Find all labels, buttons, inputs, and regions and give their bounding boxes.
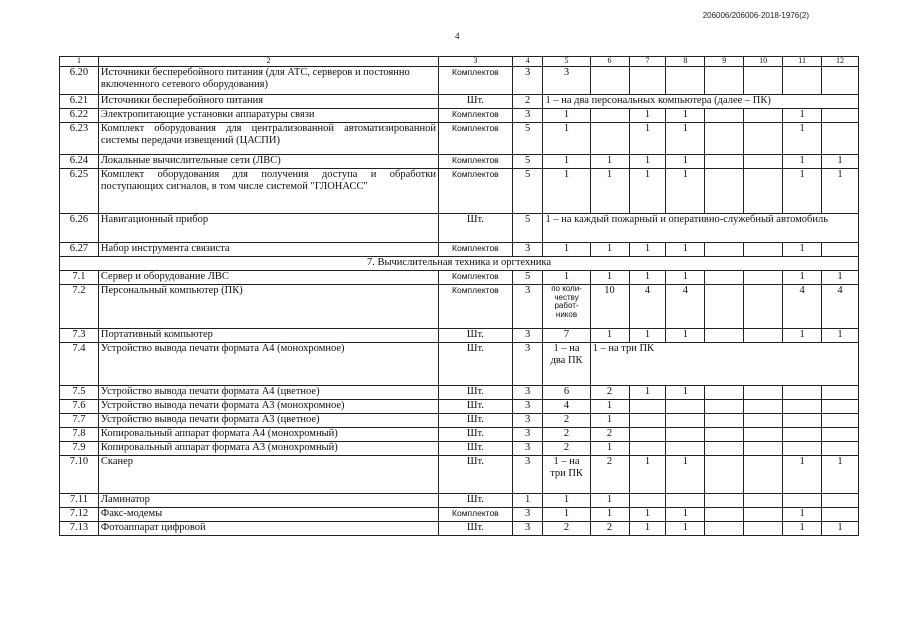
cell-empty [666, 400, 705, 414]
cell-empty [744, 155, 783, 169]
row-number: 7.10 [60, 456, 99, 494]
cell-empty [783, 494, 822, 508]
cell-c5: 1 [543, 155, 590, 169]
table-row [60, 456, 859, 494]
item-name: Копировальный аппарат формата А3 (монохромный) [98, 442, 438, 456]
cell-empty [666, 67, 705, 95]
cell-empty [822, 386, 859, 400]
cell-empty [783, 428, 822, 442]
cell-c4: 3 [512, 442, 543, 456]
table-row [60, 329, 859, 343]
cell-empty [783, 414, 822, 428]
cell-c4: 3 [512, 67, 543, 95]
row-number: 7.1 [60, 271, 99, 285]
cell-empty [822, 428, 859, 442]
row-number: 6.21 [60, 95, 99, 109]
cell-c6: 1 [590, 494, 629, 508]
cell-c6: 1 [590, 155, 629, 169]
row-number: 7.9 [60, 442, 99, 456]
table-row [60, 400, 859, 414]
cell-c7: 1 [629, 329, 666, 343]
cell-c12: 1 [822, 271, 859, 285]
cell-c6: 1 [590, 414, 629, 428]
cell-empty [822, 67, 859, 95]
item-unit: Шт. [439, 329, 513, 343]
table-row [60, 95, 859, 109]
cell-empty [783, 67, 822, 95]
cell-c8: 1 [666, 508, 705, 522]
table-row [60, 123, 859, 155]
cell-empty [666, 494, 705, 508]
cell-empty [744, 169, 783, 214]
table-row [60, 169, 859, 214]
cell-empty [744, 414, 783, 428]
column-header: 12 [822, 57, 859, 67]
cell-empty [705, 329, 744, 343]
cell-c11: 1 [783, 271, 822, 285]
cell-empty [705, 155, 744, 169]
cell-empty [705, 386, 744, 400]
item-unit: Шт. [439, 442, 513, 456]
cell-c4: 5 [512, 214, 543, 243]
item-unit: Шт. [439, 386, 513, 400]
row-number: 6.25 [60, 169, 99, 214]
cell-c8: 1 [666, 155, 705, 169]
cell-empty [705, 123, 744, 155]
cell-c4: 3 [512, 456, 543, 494]
cell-empty [744, 329, 783, 343]
cell-c4: 3 [512, 285, 543, 329]
table-row [60, 67, 859, 95]
item-unit: Комплектов [439, 109, 513, 123]
item-name: Копировальный аппарат формата А4 (монохромный) [98, 428, 438, 442]
table-row [60, 508, 859, 522]
table-row [60, 214, 859, 243]
cell-c6: 1 [590, 243, 629, 257]
cell-empty [822, 508, 859, 522]
cell-c11: 1 [783, 155, 822, 169]
cell-empty [822, 243, 859, 257]
item-name: Сервер и оборудование ЛВС [98, 271, 438, 285]
cell-empty [822, 414, 859, 428]
item-unit: Комплектов [439, 169, 513, 214]
cell-empty [744, 271, 783, 285]
cell-c4: 3 [512, 400, 543, 414]
item-name: Комплект оборудования для централизованной автоматизированной системы передачи извещений (ЦАСПИ) [98, 123, 438, 155]
cell-c12: 1 [822, 155, 859, 169]
table-row [60, 386, 859, 400]
table-row [60, 285, 859, 329]
column-header: 5 [543, 57, 590, 67]
cell-c6: 2 [590, 456, 629, 494]
cell-c8: 1 [666, 169, 705, 214]
cell-c7: 4 [629, 285, 666, 329]
cell-c4: 3 [512, 386, 543, 400]
cell-c5: 2 [543, 522, 590, 536]
row-number: 7.8 [60, 428, 99, 442]
item-name: Источники бесперебойного питания [98, 95, 438, 109]
cell-empty [744, 285, 783, 329]
item-unit: Шт. [439, 400, 513, 414]
cell-c7: 1 [629, 522, 666, 536]
cell-c11: 4 [783, 285, 822, 329]
row-number: 7.5 [60, 386, 99, 400]
cell-c8: 1 [666, 243, 705, 257]
cell-empty [744, 123, 783, 155]
cell-empty [822, 400, 859, 414]
item-unit: Комплектов [439, 67, 513, 95]
cell-c11: 1 [783, 522, 822, 536]
item-unit: Шт. [439, 214, 513, 243]
item-name: Персональный компьютер (ПК) [98, 285, 438, 329]
cell-c4: 2 [512, 95, 543, 109]
cell-c5: 1 [543, 123, 590, 155]
cell-empty [705, 109, 744, 123]
cell-empty [705, 169, 744, 214]
cell-c5: 1 [543, 243, 590, 257]
cell-empty [629, 414, 666, 428]
cell-empty [744, 522, 783, 536]
cell-c6: 1 [590, 169, 629, 214]
cell-c12: 1 [822, 522, 859, 536]
table-row [60, 155, 859, 169]
cell-c12: 1 [822, 456, 859, 494]
cell-empty [744, 243, 783, 257]
cell-empty [783, 400, 822, 414]
cell-empty [705, 522, 744, 536]
row-number: 6.22 [60, 109, 99, 123]
cell-c7: 1 [629, 123, 666, 155]
cell-empty [629, 442, 666, 456]
cell-empty [666, 442, 705, 456]
cell-empty [590, 109, 629, 123]
cell-c5: 1 [543, 494, 590, 508]
table-row [60, 428, 859, 442]
cell-empty [822, 494, 859, 508]
cell-empty [705, 414, 744, 428]
table-row [60, 442, 859, 456]
item-unit: Комплектов [439, 243, 513, 257]
item-name: Устройство вывода печати формата А4 (цветное) [98, 386, 438, 400]
cell-c7: 1 [629, 243, 666, 257]
document-id: 206006/206006-2018-1976(2) [702, 11, 809, 20]
cell-c12: 4 [822, 285, 859, 329]
cell-empty [629, 428, 666, 442]
cell-c5: 2 [543, 414, 590, 428]
column-header: 1 [60, 57, 99, 67]
cell-c5: 1 – на три ПК [543, 456, 590, 494]
item-unit: Шт. [439, 343, 513, 386]
section-title: 7. Вычислительная техника и оргтехника [60, 257, 859, 271]
item-name: Локальные вычислительные сети (ЛВС) [98, 155, 438, 169]
item-unit: Комплектов [439, 285, 513, 329]
cell-c4: 3 [512, 414, 543, 428]
cell-c6: 1 [590, 508, 629, 522]
cell-empty [705, 428, 744, 442]
cell-c11: 1 [783, 456, 822, 494]
cell-empty [783, 442, 822, 456]
cell-c5: 1 [543, 271, 590, 285]
column-header: 2 [98, 57, 438, 67]
row-number: 6.23 [60, 123, 99, 155]
cell-empty [822, 442, 859, 456]
section-header-row [60, 257, 859, 271]
cell-span-note: 1 – на два персональных компьютера (далее – ПК) [543, 95, 859, 109]
cell-empty [783, 386, 822, 400]
cell-c4: 1 [512, 494, 543, 508]
column-header: 9 [705, 57, 744, 67]
item-unit: Шт. [439, 428, 513, 442]
cell-c6: 2 [590, 428, 629, 442]
cell-c5: 1 [543, 109, 590, 123]
cell-c5: 2 [543, 442, 590, 456]
cell-empty [744, 456, 783, 494]
cell-empty [744, 386, 783, 400]
row-number: 7.11 [60, 494, 99, 508]
cell-c6: 1 [590, 271, 629, 285]
cell-c4: 3 [512, 243, 543, 257]
cell-c5: 6 [543, 386, 590, 400]
item-unit: Шт. [439, 494, 513, 508]
cell-c6: 2 [590, 386, 629, 400]
item-name: Источники бесперебойного питания (для АТС, серверов и постоянно включенного сетевого оборудования) [98, 67, 438, 95]
cell-c5: 1 [543, 508, 590, 522]
column-header: 8 [666, 57, 705, 67]
cell-c4: 3 [512, 109, 543, 123]
cell-c8: 1 [666, 109, 705, 123]
item-unit: Шт. [439, 522, 513, 536]
item-unit: Шт. [439, 414, 513, 428]
row-number: 7.3 [60, 329, 99, 343]
cell-c5: 1 [543, 169, 590, 214]
cell-empty [705, 400, 744, 414]
item-name: Фотоаппарат цифровой [98, 522, 438, 536]
item-name: Устройство вывода печати формата А3 (монохромное) [98, 400, 438, 414]
cell-empty [705, 285, 744, 329]
cell-empty [822, 109, 859, 123]
column-header: 7 [629, 57, 666, 67]
item-name: Комплект оборудования для получения доступа и обработки поступающих сигналов, в том числе системой "ГЛОНАСС" [98, 169, 438, 214]
cell-c7: 1 [629, 386, 666, 400]
cell-c5: 2 [543, 428, 590, 442]
table-row [60, 271, 859, 285]
cell-empty [629, 400, 666, 414]
item-name: Набор инструмента связиста [98, 243, 438, 257]
row-number: 7.2 [60, 285, 99, 329]
table-row [60, 414, 859, 428]
item-name: Устройство вывода печати формата А4 (монохромное) [98, 343, 438, 386]
cell-c4: 3 [512, 508, 543, 522]
cell-c11: 1 [783, 123, 822, 155]
cell-c8: 1 [666, 522, 705, 536]
cell-c8: 4 [666, 285, 705, 329]
column-header: 10 [744, 57, 783, 67]
cell-empty [822, 123, 859, 155]
item-unit: Шт. [439, 95, 513, 109]
cell-c5: 3 [543, 67, 590, 95]
item-name: Факс-модемы [98, 508, 438, 522]
column-header: 3 [439, 57, 513, 67]
cell-c8: 1 [666, 456, 705, 494]
cell-empty [666, 414, 705, 428]
cell-c12: 1 [822, 169, 859, 214]
item-unit: Комплектов [439, 155, 513, 169]
table-header-row [60, 57, 859, 67]
cell-c5: по коли-честву работ-ников [543, 285, 590, 329]
cell-c4: 5 [512, 169, 543, 214]
cell-empty [744, 494, 783, 508]
cell-empty [629, 494, 666, 508]
cell-c5: 4 [543, 400, 590, 414]
item-name: Электропитающие установки аппаратуры связи [98, 109, 438, 123]
cell-empty [744, 508, 783, 522]
cell-empty [705, 494, 744, 508]
item-unit: Комплектов [439, 123, 513, 155]
cell-empty [744, 428, 783, 442]
cell-c6: 1 [590, 442, 629, 456]
cell-c7: 1 [629, 456, 666, 494]
row-number: 6.24 [60, 155, 99, 169]
cell-c5: 1 – на два ПК [543, 343, 590, 386]
table-row [60, 494, 859, 508]
item-unit: Шт. [439, 456, 513, 494]
item-name: Портативный компьютер [98, 329, 438, 343]
cell-empty [590, 67, 629, 95]
cell-c12: 1 [822, 329, 859, 343]
cell-span-note: 1 – на три ПК [590, 343, 858, 386]
row-number: 6.27 [60, 243, 99, 257]
cell-c7: 1 [629, 169, 666, 214]
cell-empty [590, 123, 629, 155]
column-header: 6 [590, 57, 629, 67]
row-number: 7.7 [60, 414, 99, 428]
cell-c7: 1 [629, 109, 666, 123]
row-number: 7.6 [60, 400, 99, 414]
row-number: 6.26 [60, 214, 99, 243]
cell-c7: 1 [629, 155, 666, 169]
item-name: Сканер [98, 456, 438, 494]
table-row [60, 109, 859, 123]
cell-c7: 1 [629, 271, 666, 285]
item-name: Навигационный прибор [98, 214, 438, 243]
cell-empty [666, 428, 705, 442]
table-row [60, 522, 859, 536]
cell-empty [629, 67, 666, 95]
cell-c11: 1 [783, 169, 822, 214]
item-unit: Комплектов [439, 508, 513, 522]
cell-c6: 2 [590, 522, 629, 536]
cell-empty [705, 442, 744, 456]
cell-c4: 3 [512, 329, 543, 343]
cell-empty [705, 271, 744, 285]
cell-c8: 1 [666, 386, 705, 400]
cell-empty [744, 67, 783, 95]
cell-empty [744, 109, 783, 123]
page-number: 4 [455, 31, 460, 41]
row-number: 6.20 [60, 67, 99, 95]
row-number: 7.12 [60, 508, 99, 522]
cell-c11: 1 [783, 508, 822, 522]
cell-empty [705, 456, 744, 494]
cell-c4: 5 [512, 155, 543, 169]
cell-empty [744, 442, 783, 456]
item-name: Ламинатор [98, 494, 438, 508]
row-number: 7.4 [60, 343, 99, 386]
cell-c4: 3 [512, 428, 543, 442]
cell-c6: 10 [590, 285, 629, 329]
cell-c4: 3 [512, 522, 543, 536]
cell-c4: 5 [512, 123, 543, 155]
cell-span-note: 1 – на каждый пожарный и оперативно-служебный автомобиль [543, 214, 859, 243]
cell-empty [705, 508, 744, 522]
table-row [60, 343, 859, 386]
cell-empty [744, 400, 783, 414]
cell-c11: 1 [783, 109, 822, 123]
cell-c4: 3 [512, 343, 543, 386]
column-header: 11 [783, 57, 822, 67]
cell-c6: 1 [590, 329, 629, 343]
cell-c8: 1 [666, 271, 705, 285]
cell-c11: 1 [783, 329, 822, 343]
cell-c8: 1 [666, 329, 705, 343]
cell-empty [705, 67, 744, 95]
cell-c11: 1 [783, 243, 822, 257]
item-unit: Комплектов [439, 271, 513, 285]
cell-c5: 7 [543, 329, 590, 343]
item-name: Устройство вывода печати формата А3 (цветное) [98, 414, 438, 428]
table-row [60, 243, 859, 257]
cell-c4: 5 [512, 271, 543, 285]
column-header: 4 [512, 57, 543, 67]
row-number: 7.13 [60, 522, 99, 536]
cell-empty [705, 243, 744, 257]
cell-c6: 1 [590, 400, 629, 414]
cell-c8: 1 [666, 123, 705, 155]
cell-c7: 1 [629, 508, 666, 522]
norms-table [59, 56, 859, 536]
